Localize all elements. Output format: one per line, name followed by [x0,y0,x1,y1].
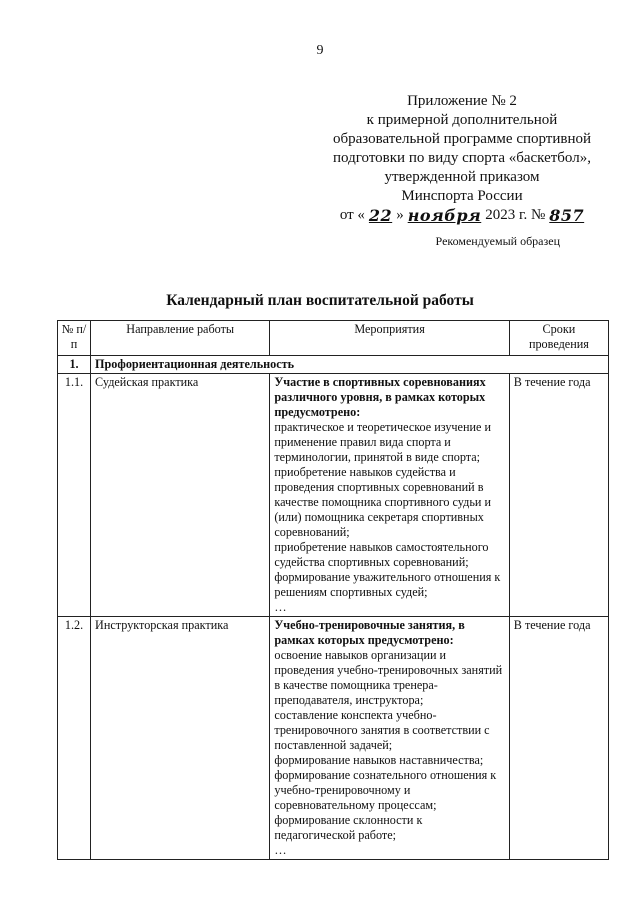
appendix-line: образовательной программе спортивной [332,131,592,147]
date-day-handwritten: 22 [368,206,393,225]
header-num: № п/п [58,321,91,356]
header-terms: Сроки проведения [509,321,608,356]
order-number-handwritten: 857 [549,206,585,225]
activity-item: практическое и теоретическое изучение и применение правил вида спорта и терминологии, принятой в виде спорта; [274,420,491,464]
activity-item: формирование уважительного отношения к решениям спортивных судей; [274,570,501,599]
section-num: 1. [58,356,91,374]
table-row [58,374,609,617]
row-direction: Инструкторская практика [91,617,270,860]
date-mid: » [396,207,404,223]
table-header-row [58,321,609,356]
appendix-line: Приложение № 2 [407,93,517,109]
activity-item: составление конспекта учебно-тренировочного занятия в соответствии с поставленной задачей; [274,708,490,752]
date-month-handwritten: ноября [407,206,482,225]
order-date-line [322,206,602,225]
date-year: 2023 г. № [485,207,546,223]
row-term: В течение года [509,617,608,860]
activity-item: формирование навыков наставничества; [274,753,484,767]
activity-item: формирование сознательного отношения к учебно-тренировочному и соревновательному процессам; [274,768,497,812]
header-activities: Мероприятия [270,321,509,356]
row-term: В течение года [509,374,608,617]
activity-item: формирование склонности к педагогической работе; [274,813,423,842]
appendix-line: Минспорта России [401,188,523,204]
row-num: 1.1. [58,374,91,617]
row-activities [270,617,509,860]
plan-table [57,320,609,860]
header-direction: Направление работы [91,321,270,356]
activity-head: Участие в спортивных соревнованиях различного уровня, в рамках которых предусмотрено: [274,375,486,419]
appendix-line: подготовки по виду спорта «баскетбол», [333,150,591,166]
row-num: 1.2. [58,617,91,860]
activity-item: приобретение навыков судейства и проведения спортивных соревнований в качестве помощника спортивного судьи и (или) помощника секретаря спортивных соревнований; [274,465,491,539]
activity-item: освоение навыков организации и проведения учебно-тренировочных занятий в качестве помощника тренера-преподавателя, инструктора; [274,648,503,707]
page-number: 9 [316,43,324,58]
appendix-line: утвержденной приказом [384,169,540,185]
appendix-line: к примерной дополнительной [366,112,558,128]
activity-head: Учебно-тренировочные занятия, в рамках которых предусмотрено: [274,618,465,647]
row-direction: Судейская практика [91,374,270,617]
activity-item: … [274,843,287,857]
activity-item: приобретение навыков самостоятельного судейства спортивных соревнований; [274,540,489,569]
section-label: Профориентационная деятельность [91,356,609,374]
table-row [58,617,609,860]
appendix-block [322,92,602,225]
activity-item: … [274,600,287,614]
section-row [58,356,609,374]
date-prefix: от « [339,207,365,223]
row-activities [270,374,509,617]
document-title: Календарный план воспитательной работы [166,292,474,309]
recommended-label: Рекомендуемый образец [435,234,560,248]
